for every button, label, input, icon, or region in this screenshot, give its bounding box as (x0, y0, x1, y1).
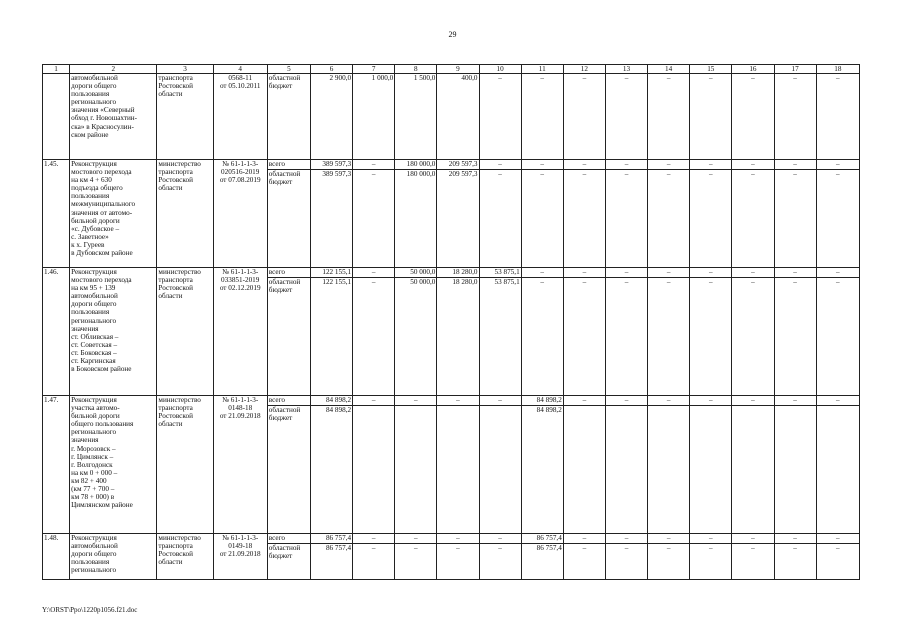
amount-cell (816, 406, 859, 534)
column-number-cell: 8 (395, 65, 437, 74)
column-number-cell: 5 (267, 65, 310, 74)
column-number-cell: 7 (353, 65, 395, 74)
amount-cell: – (816, 396, 859, 406)
column-number-cell: 17 (774, 65, 816, 74)
amount-cell: – (605, 534, 647, 544)
amount-cell: – (690, 278, 732, 396)
document-cell: № 61-1-1-3- 033851-2019 от 02.12.2019 (213, 268, 267, 396)
amount-cell: – (479, 544, 521, 580)
object-name-cell: Реконструкция мостового перехода на км 4 + 630 подъезда общего пользования межмуниципального значения от автомо- бильной дороги «с. Дубовское – с. Заветное» к х. Гуреев в Дубовском районе (70, 160, 157, 268)
amount-cell: – (563, 268, 605, 278)
funding-source-cell: всего (267, 268, 310, 278)
amount-cell: – (774, 278, 816, 396)
funding-source-cell: областной бюджет (267, 74, 310, 160)
agency-cell: министерство транспорта Ростовской области (157, 534, 213, 580)
amount-cell: – (353, 268, 395, 278)
agency-cell: министерство транспорта Ростовской области (157, 396, 213, 534)
amount-cell: 18 280,0 (437, 268, 479, 278)
document-cell: № 61-1-1-3- 0149-18 от 21.09.2018 (213, 534, 267, 580)
amount-cell (563, 406, 605, 534)
object-name-cell: Реконструкция автомобильной дороги общего пользования регионального (70, 534, 157, 580)
amount-cell: – (648, 170, 690, 268)
amount-cell: – (690, 74, 732, 160)
amount-cell: 86 757,4 (310, 544, 352, 580)
column-number-cell: 18 (816, 65, 859, 74)
column-number-cell: 1 (43, 65, 70, 74)
amount-cell: – (648, 534, 690, 544)
amount-cell: 2 900,0 (310, 74, 352, 160)
amount-cell: – (353, 544, 395, 580)
amount-cell (774, 406, 816, 534)
amount-cell (437, 406, 479, 534)
amount-cell: – (563, 534, 605, 544)
amount-cell: 122 155,1 (310, 268, 352, 278)
amount-cell: – (816, 74, 859, 160)
amount-cell: – (479, 534, 521, 544)
table-row (43, 396, 860, 406)
table-row (43, 74, 860, 160)
amount-cell: – (353, 278, 395, 396)
amount-cell: – (774, 160, 816, 170)
amount-cell: 86 757,4 (521, 534, 563, 544)
file-path-footer: Y:\ORST\Ppo\1220p1056.f21.doc (42, 606, 138, 614)
amount-cell: – (774, 170, 816, 268)
amount-cell: 50 000,0 (395, 268, 437, 278)
amount-cell: – (605, 268, 647, 278)
column-number-cell: 15 (690, 65, 732, 74)
object-name-cell: автомобильной дороги общего пользования регионального значения «Северный обход г. Новошахтин- ска» в Красносулин- ском районе (70, 74, 157, 160)
funding-source-cell: областной бюджет (267, 544, 310, 580)
amount-cell: – (479, 160, 521, 170)
funding-source-cell: всего (267, 160, 310, 170)
amount-cell: – (690, 544, 732, 580)
amount-cell: 53 875,1 (479, 278, 521, 396)
amount-cell: – (816, 170, 859, 268)
amount-cell: 84 898,2 (521, 406, 563, 534)
amount-cell: – (563, 278, 605, 396)
amount-cell: – (353, 534, 395, 544)
amount-cell: – (648, 396, 690, 406)
amount-cell: – (690, 396, 732, 406)
amount-cell: – (816, 278, 859, 396)
funding-source-cell: всего (267, 534, 310, 544)
amount-cell: – (732, 396, 774, 406)
amount-cell: 86 757,4 (521, 544, 563, 580)
amount-cell (395, 406, 437, 534)
column-number-cell: 4 (213, 65, 267, 74)
amount-cell: – (648, 544, 690, 580)
amount-cell: – (521, 74, 563, 160)
amount-cell: – (732, 74, 774, 160)
amount-cell: – (774, 74, 816, 160)
amount-cell: 1 000,0 (353, 74, 395, 160)
amount-cell: 84 898,2 (521, 396, 563, 406)
table-row (43, 268, 860, 278)
row-number-cell: 1.46. (43, 268, 70, 396)
column-number-cell: 14 (648, 65, 690, 74)
amount-cell: – (521, 278, 563, 396)
amount-cell: – (395, 534, 437, 544)
document-cell: № 61-1-1-3- 020516-2019 от 07.08.2019 (213, 160, 267, 268)
amount-cell: – (732, 160, 774, 170)
column-number-cell: 11 (521, 65, 563, 74)
amount-cell: – (774, 268, 816, 278)
amount-cell (605, 406, 647, 534)
page-number: 29 (448, 30, 457, 39)
amount-cell: – (353, 170, 395, 268)
amount-cell: – (437, 396, 479, 406)
agency-cell: транспорта Ростовской области (157, 74, 213, 160)
amount-cell: 84 898,2 (310, 406, 352, 534)
row-number-cell: 1.48. (43, 534, 70, 580)
amount-cell: – (648, 278, 690, 396)
amount-cell: – (521, 160, 563, 170)
column-number-cell: 16 (732, 65, 774, 74)
amount-cell: 122 155,1 (310, 278, 352, 396)
column-number-cell: 2 (70, 65, 157, 74)
amount-cell: 400,0 (437, 74, 479, 160)
budget-table (42, 64, 860, 580)
amount-cell: – (732, 534, 774, 544)
amount-cell (690, 406, 732, 534)
amount-cell: 18 280,0 (437, 278, 479, 396)
amount-cell: – (774, 396, 816, 406)
amount-cell (479, 406, 521, 534)
amount-cell: – (563, 160, 605, 170)
amount-cell: 389 597,3 (310, 170, 352, 268)
amount-cell: – (690, 170, 732, 268)
amount-cell (648, 406, 690, 534)
row-number-cell: 1.45. (43, 160, 70, 268)
amount-cell: – (479, 170, 521, 268)
amount-cell: – (690, 268, 732, 278)
amount-cell: – (648, 160, 690, 170)
amount-cell: – (605, 160, 647, 170)
amount-cell: – (563, 544, 605, 580)
column-number-cell: 12 (563, 65, 605, 74)
amount-cell: – (774, 534, 816, 544)
amount-cell: – (648, 268, 690, 278)
funding-source-cell: всего (267, 396, 310, 406)
amount-cell: – (690, 534, 732, 544)
amount-cell: 209 597,3 (437, 160, 479, 170)
amount-cell (732, 406, 774, 534)
amount-cell: – (353, 396, 395, 406)
amount-cell: – (521, 268, 563, 278)
column-number-cell: 3 (157, 65, 213, 74)
amount-cell: – (816, 160, 859, 170)
amount-cell: 209 597,3 (437, 170, 479, 268)
amount-cell: 180 000,0 (395, 160, 437, 170)
amount-cell: – (563, 74, 605, 160)
funding-source-cell: областной бюджет (267, 170, 310, 268)
amount-cell: – (732, 268, 774, 278)
amount-cell: – (605, 74, 647, 160)
amount-cell: – (563, 396, 605, 406)
row-number-cell: 1.47. (43, 396, 70, 534)
amount-cell: – (605, 396, 647, 406)
column-number-row (43, 65, 860, 74)
amount-cell: – (732, 278, 774, 396)
amount-cell: – (605, 278, 647, 396)
column-number-cell: 9 (437, 65, 479, 74)
amount-cell: – (816, 534, 859, 544)
amount-cell: – (521, 170, 563, 268)
agency-cell: министерство транспорта Ростовской области (157, 268, 213, 396)
amount-cell: – (605, 170, 647, 268)
funding-source-cell: областной бюджет (267, 278, 310, 396)
amount-cell: 84 898,2 (310, 396, 352, 406)
amount-cell: – (690, 160, 732, 170)
amount-cell: – (437, 534, 479, 544)
amount-cell: 50 000,0 (395, 278, 437, 396)
amount-cell: – (732, 544, 774, 580)
amount-cell: – (479, 396, 521, 406)
column-number-cell: 13 (605, 65, 647, 74)
amount-cell: 180 000,0 (395, 170, 437, 268)
amount-cell: – (563, 170, 605, 268)
amount-cell: 86 757,4 (310, 534, 352, 544)
amount-cell: – (479, 74, 521, 160)
amount-cell: 1 500,0 (395, 74, 437, 160)
object-name-cell: Реконструкция участка автомо- бильной дороги общего пользования регионального значения г. Морозовск – г. Цимлянск – г. Волгодонск на км 0 + 000 – км 82 + 400 (км 77 + 700 – км 78 + 000) в Цимлянском районе (70, 396, 157, 534)
document-cell: № 61-1-1-3- 0148-18 от 21.09.2018 (213, 396, 267, 534)
amount-cell: – (437, 544, 479, 580)
amount-cell: – (648, 74, 690, 160)
amount-cell: 53 875,1 (479, 268, 521, 278)
table-row (43, 534, 860, 544)
document-cell: 0568-11 от 05.10.2011 (213, 74, 267, 160)
amount-cell: – (605, 544, 647, 580)
amount-cell: – (816, 544, 859, 580)
amount-cell: – (816, 268, 859, 278)
amount-cell: 389 597,3 (310, 160, 352, 170)
table-row (43, 160, 860, 170)
amount-cell (353, 406, 395, 534)
agency-cell: министерство транспорта Ростовской области (157, 160, 213, 268)
row-number-cell (43, 74, 70, 160)
funding-source-cell: областной бюджет (267, 406, 310, 534)
amount-cell: – (395, 396, 437, 406)
column-number-cell: 10 (479, 65, 521, 74)
amount-cell: – (395, 544, 437, 580)
object-name-cell: Реконструкция мостового перехода на км 95 + 139 автомобильной дороги общего пользования регионального значения ст. Обливская – ст. Советская – ст. Боковская – ст. Каргинская в Боковском районе (70, 268, 157, 396)
amount-cell: – (353, 160, 395, 170)
amount-cell: – (774, 544, 816, 580)
amount-cell: – (732, 170, 774, 268)
column-number-cell: 6 (310, 65, 352, 74)
